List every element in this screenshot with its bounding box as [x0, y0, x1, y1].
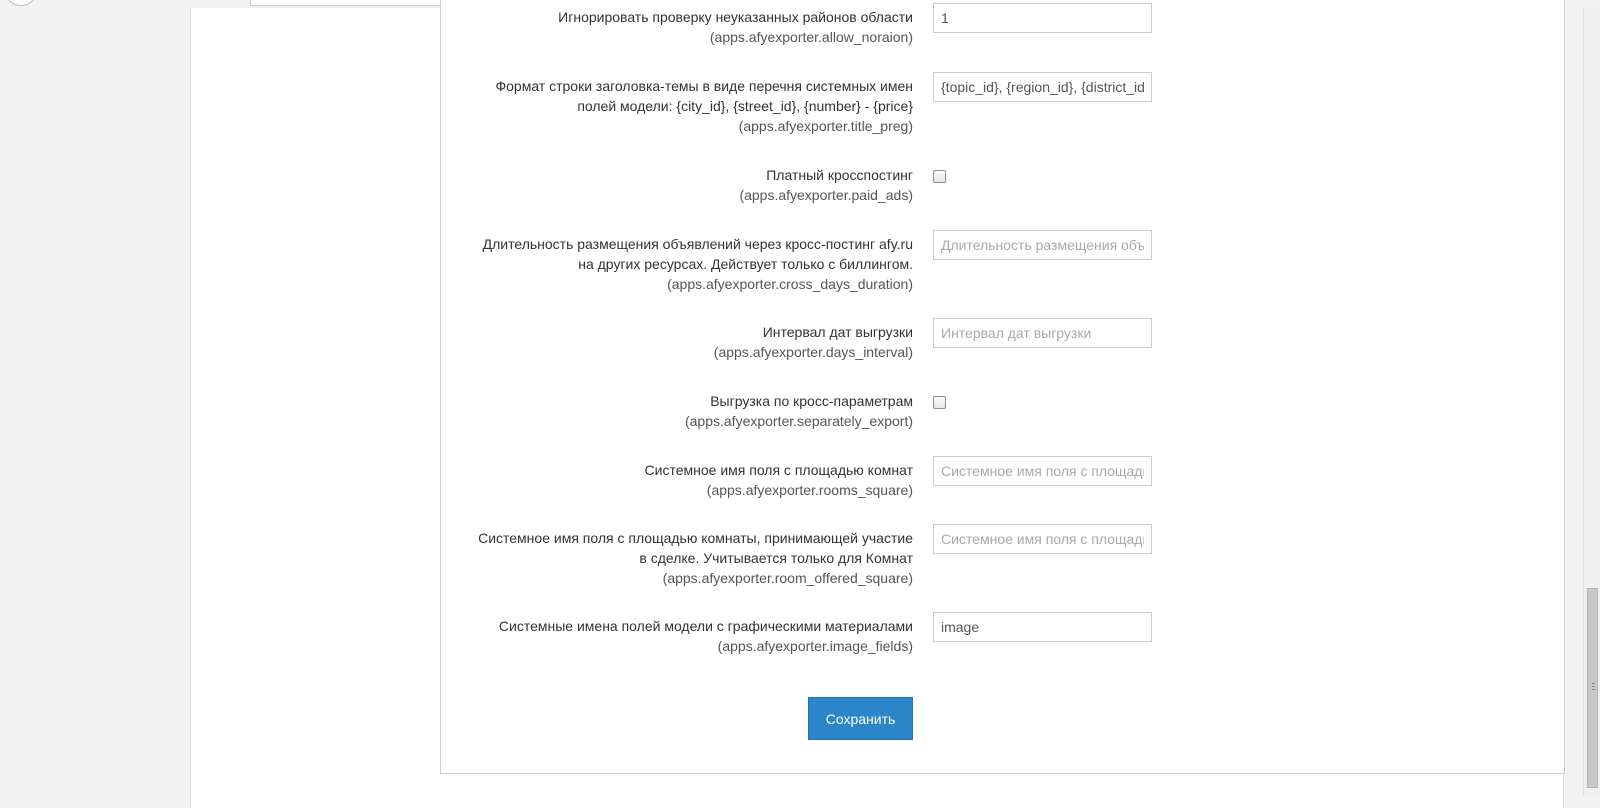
setting-label	[443, 391, 913, 431]
grip-line-icon	[1592, 689, 1595, 690]
separately-export-checkbox[interactable]	[933, 396, 946, 409]
scrollbar-thumb[interactable]	[1587, 588, 1598, 788]
setting-key: (apps.afyexporter.allow_noraion)	[709, 29, 913, 45]
paid-ads-checkbox[interactable]	[933, 170, 946, 183]
title-preg-input[interactable]	[933, 72, 1152, 102]
grip-line-icon	[1592, 686, 1595, 687]
setting-key: (apps.afyexporter.paid_ads)	[739, 187, 913, 203]
setting-title: Интервал дат выгрузки	[762, 324, 913, 340]
setting-label	[443, 460, 913, 500]
setting-title: Платный кросспостинг	[766, 167, 913, 183]
setting-key: (apps.afyexporter.days_interval)	[713, 344, 913, 360]
setting-key: (apps.afyexporter.title_preg)	[738, 118, 913, 134]
setting-label	[443, 528, 913, 588]
setting-title-line1: Формат строки заголовка-темы в виде перечня системных имен	[495, 78, 913, 94]
setting-title-line2: в сделке. Учитывается только для Комнат	[639, 550, 913, 566]
grip-line-icon	[1592, 683, 1595, 684]
setting-title-line2: полей модели: {city_id}, {street_id}, {number} - {price}	[577, 98, 913, 114]
allow-noraion-input[interactable]	[933, 3, 1152, 33]
setting-label	[443, 7, 913, 47]
days-interval-input[interactable]	[933, 318, 1152, 348]
cross-days-duration-input[interactable]	[933, 230, 1152, 260]
rooms-square-input[interactable]	[933, 456, 1152, 486]
save-button[interactable]: Сохранить	[808, 697, 913, 740]
setting-title: Системные имена полей модели с графическими материалами	[498, 618, 913, 634]
setting-key: (apps.afyexporter.cross_days_duration)	[667, 276, 913, 292]
setting-label	[443, 322, 913, 362]
setting-title: Системное имя поля с площадью комнат	[644, 462, 913, 478]
setting-title: Игнорировать проверку неуказанных районов области	[558, 9, 913, 25]
setting-label	[443, 76, 913, 136]
setting-title-line2: на других ресурсах. Действует только с биллингом.	[578, 256, 913, 272]
setting-label	[443, 165, 913, 205]
image-fields-input[interactable]	[933, 612, 1152, 642]
setting-key: (apps.afyexporter.rooms_square)	[706, 482, 913, 498]
setting-key: (apps.afyexporter.separately_export)	[684, 413, 913, 429]
setting-key: (apps.afyexporter.image_fields)	[717, 638, 913, 654]
setting-label	[443, 616, 913, 656]
setting-key: (apps.afyexporter.room_offered_square)	[662, 570, 913, 586]
room-offered-square-input[interactable]	[933, 524, 1152, 554]
setting-title: Выгрузка по кросс-параметрам	[710, 393, 913, 409]
vertical-scrollbar[interactable]	[1583, 8, 1600, 796]
setting-title-line1: Системное имя поля с площадью комнаты, принимающей участие	[478, 530, 913, 546]
setting-label	[443, 234, 913, 294]
setting-title-line1: Длительность размещения объявлений через кросс-постинг afy.ru	[482, 236, 913, 252]
